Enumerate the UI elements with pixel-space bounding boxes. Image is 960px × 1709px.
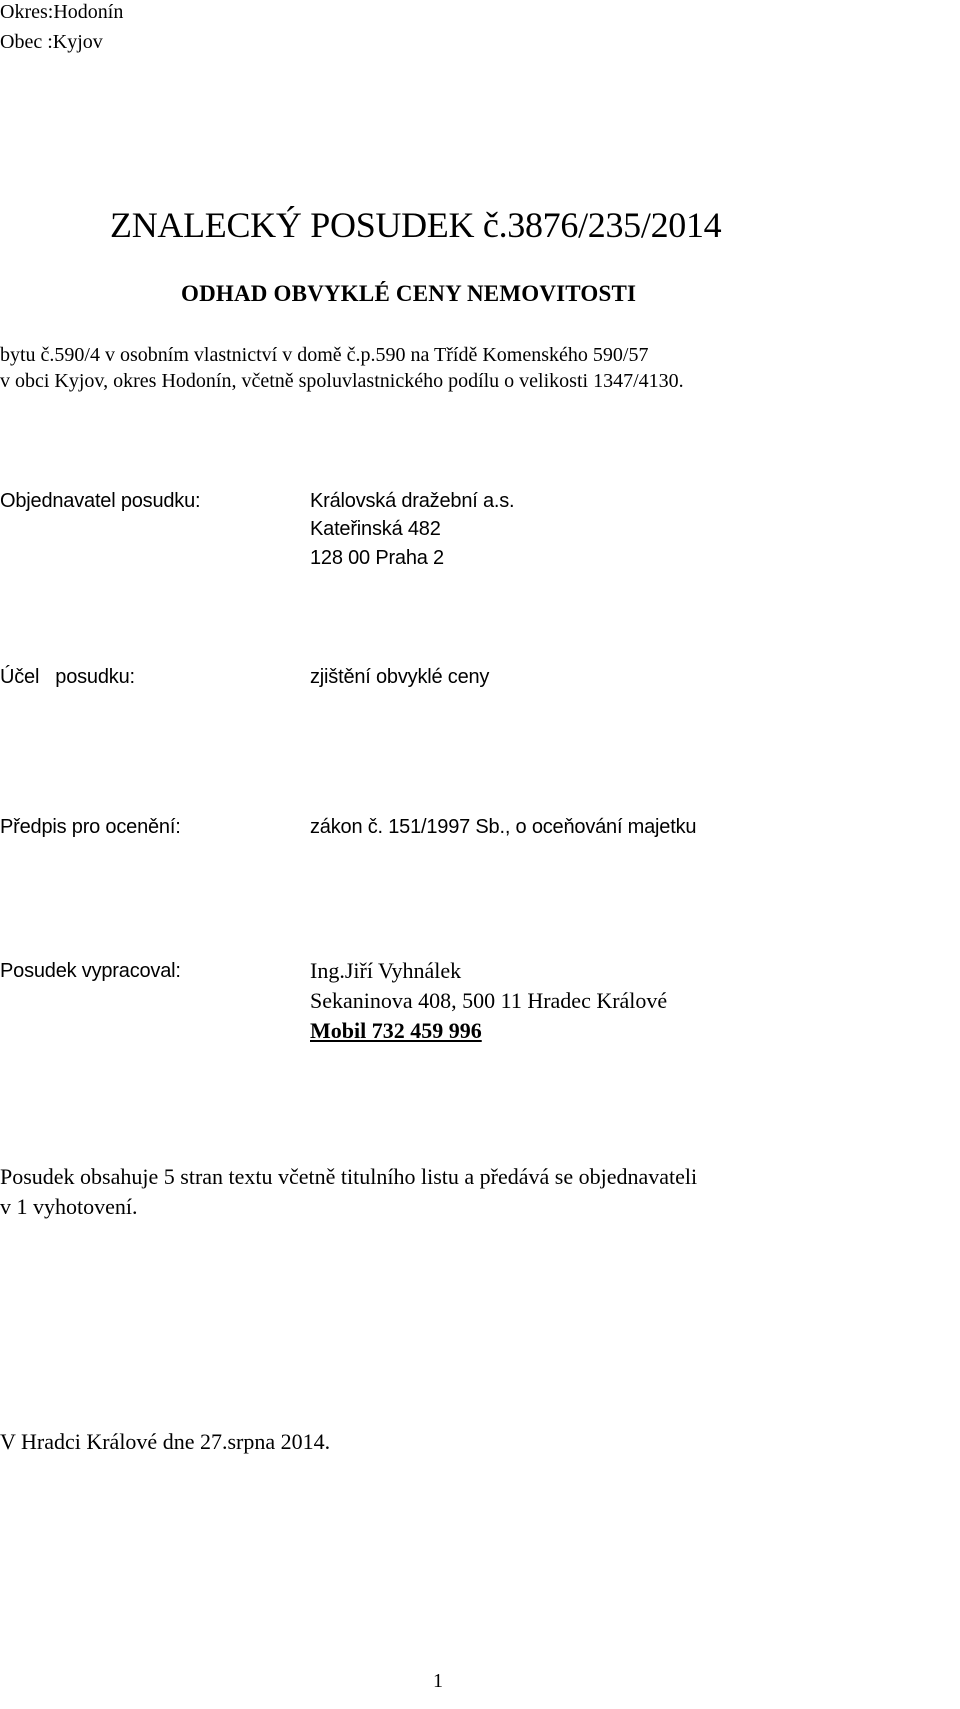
property-description-line-2: v obci Kyjov, okres Hodonín, včetně spoluvlastnického podílu o velikosti 1347/4130.	[0, 370, 684, 392]
place-and-date: V Hradci Králové dne 27.srpna 2014.	[0, 1429, 331, 1454]
regulation-value: zákon č. 151/1997 Sb., o oceňování majetku	[310, 816, 697, 838]
document-title: ZNALECKÝ POSUDEK č.3876/235/2014	[110, 205, 722, 245]
municipality-line: Obec :Kyjov	[0, 31, 103, 53]
author-label: Posudek vypracoval:	[0, 960, 181, 982]
district-line: Okres:Hodonín	[0, 1, 124, 23]
regulation-label: Předpis pro ocenění:	[0, 816, 181, 838]
page-number: 1	[433, 1670, 443, 1692]
copies-note-line-1: Posudek obsahuje 5 stran textu včetně titulního listu a předává se objednavateli	[0, 1164, 698, 1189]
author-phone: Mobil 732 459 996	[310, 1018, 482, 1043]
purpose-label: Účel posudku:	[0, 666, 135, 688]
property-description-line-1: bytu č.590/4 v osobním vlastnictví v domě č.p.590 na Třídě Komenského 590/57	[0, 344, 649, 366]
orderer-street: Kateřinská 482	[310, 518, 441, 540]
document-subtitle: ODHAD OBVYKLÉ CENY NEMOVITOSTI	[181, 281, 637, 306]
author-name: Ing.Jiří Vyhnálek	[310, 958, 462, 983]
orderer-label: Objednavatel posudku:	[0, 490, 201, 512]
orderer-city: 128 00 Praha 2	[310, 547, 444, 569]
orderer-name: Královská dražební a.s.	[310, 490, 515, 512]
purpose-value: zjištění obvyklé ceny	[310, 666, 490, 688]
copies-note-line-2: v 1 vyhotovení.	[0, 1194, 138, 1219]
author-address: Sekaninova 408, 500 11 Hradec Králové	[310, 988, 668, 1013]
